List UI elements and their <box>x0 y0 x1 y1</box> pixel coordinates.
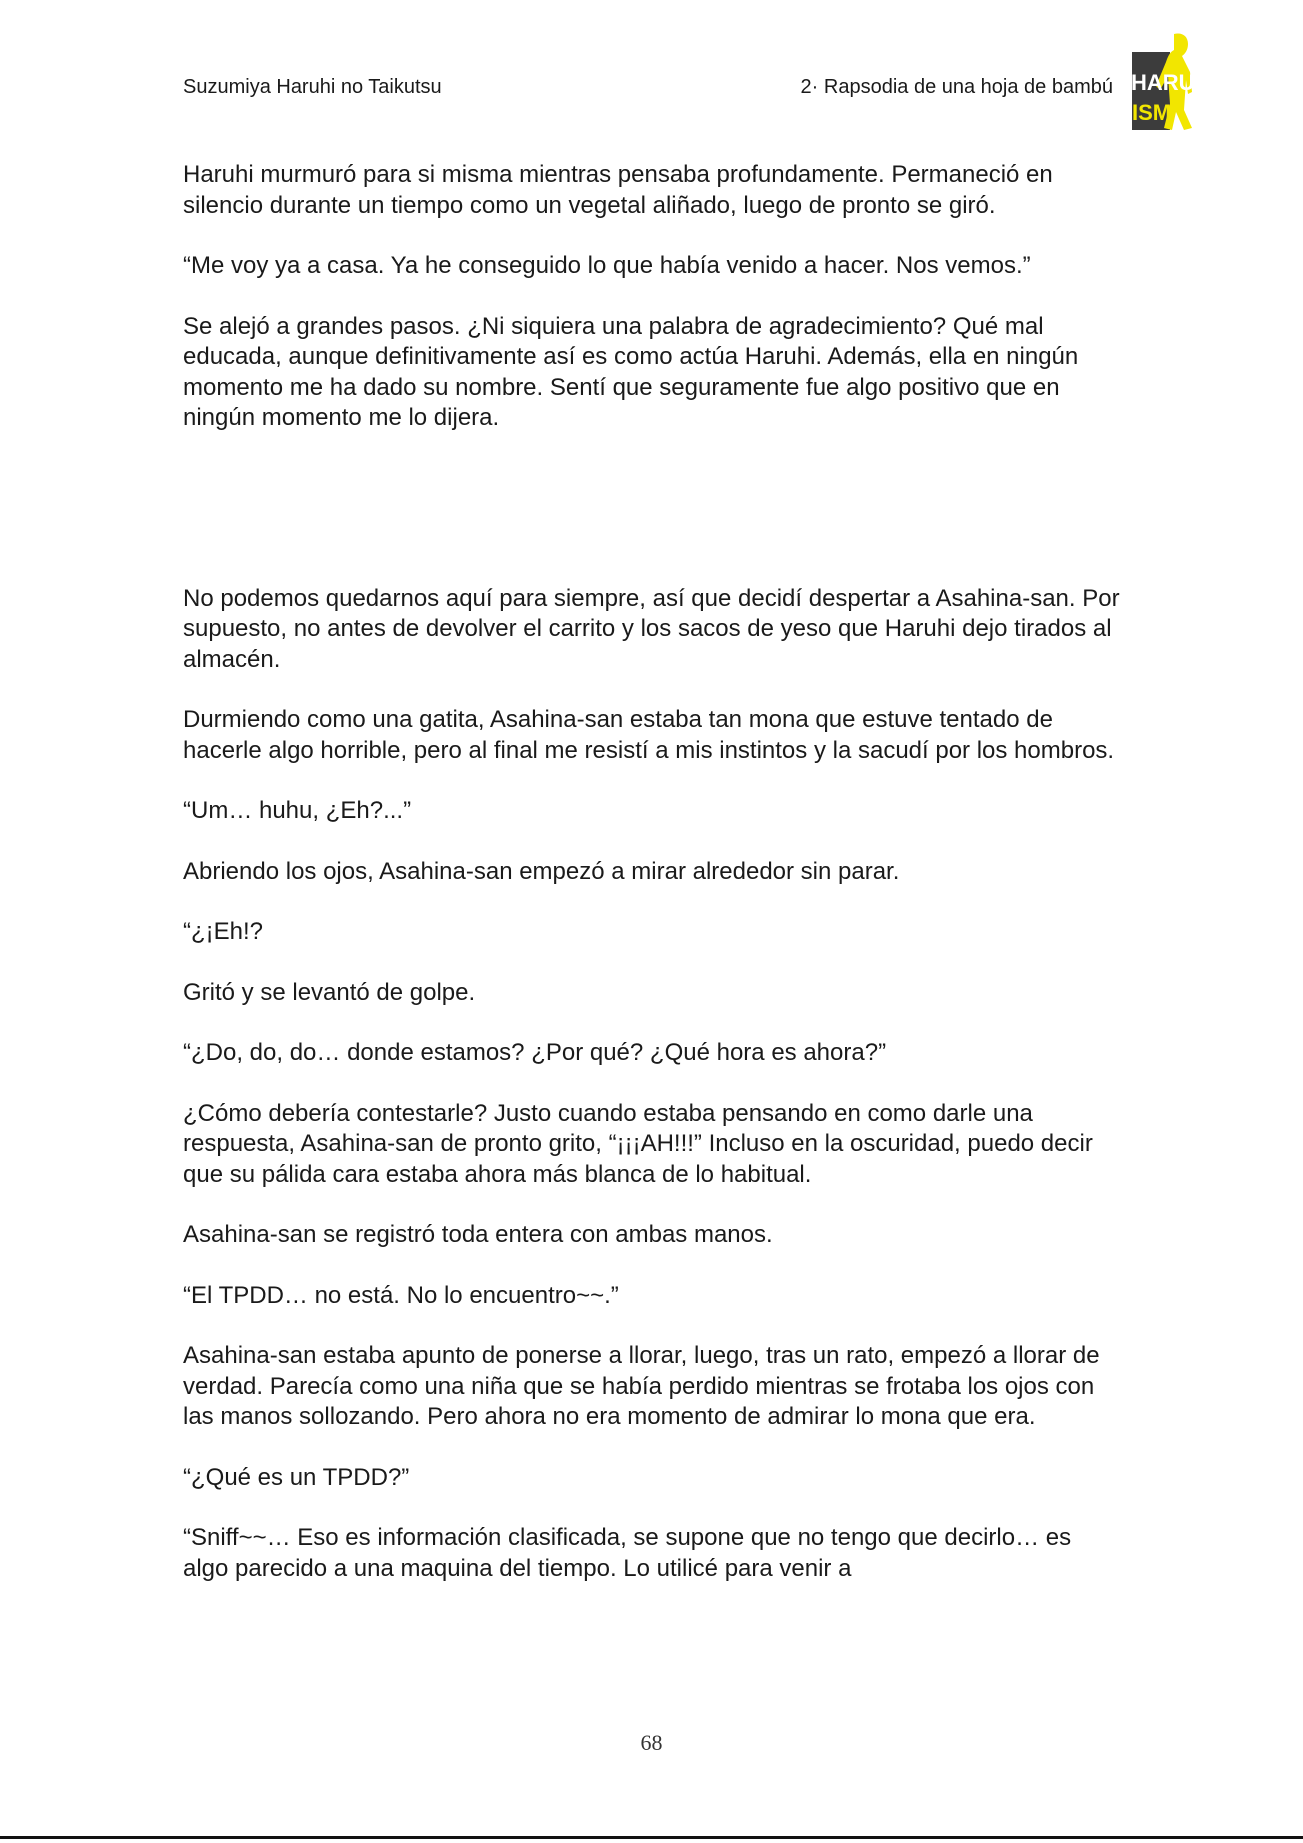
paragraph: “El TPDD… no está. No lo encuentro~~.” <box>183 1281 619 1309</box>
logo-text-ism: ISM <box>1132 100 1172 125</box>
bottom-divider <box>0 1836 1303 1839</box>
paragraph: “Um… huhu, ¿Eh?...” <box>183 797 412 824</box>
book-title: Suzumiya Haruhi no Taikutsu <box>183 76 442 98</box>
paragraph: ¿Cómo debería contestarle? Justo cuando estaba pensando en como darle una respuesta, Asahina-san de pronto grito, “¡¡¡AH!!!” Incluso en la oscuridad, puedo decir que su pálida cara estaba ahora más blanca de lo habitual. <box>183 1099 1093 1188</box>
paragraph: Se alejó a grandes pasos. ¿Ni siquiera una palabra de agradecimiento? Qué mal educada, aunque definitivamente así es como actúa Haruhi. Además, ella en ningún momento me ha dado su nombre. Sentí que seguramente fue algo positivo que en ningún momento me lo dijera. <box>183 312 1079 431</box>
paragraph: Haruhi murmuró para si misma mientras pensaba profundamente. Permaneció en silencio durante un tiempo como un vegetal aliñado, luego de pronto se giró. <box>183 161 1053 219</box>
page-number: 68 <box>640 1730 663 1755</box>
paragraph: “¿¡Eh!? <box>183 918 264 945</box>
haruhi-ism-logo <box>1130 32 1217 130</box>
paragraph: Gritó y se levantó de golpe. <box>183 978 476 1006</box>
paragraph: Asahina-san se registró toda entera con ambas manos. <box>183 1221 773 1248</box>
paragraph: “Sniff~~… Eso es información clasificada, se supone que no tengo que decirlo… es algo parecido a una maquina del tiempo. Lo utilicé para venir a <box>183 1524 1072 1582</box>
paragraph: Asahina-san estaba apunto de ponerse a llorar, luego, tras un rato, empezó a llorar de verdad. Parecía como una niña que se había perdido mientras se frotaba los ojos con las manos sollozando. Pero ahora no era momento de admirar lo mona que era. <box>183 1342 1100 1430</box>
page-body <box>183 160 1123 1614</box>
paragraph: Durmiendo como una gatita, Asahina-san estaba tan mona que estuve tentado de hacerle algo horrible, pero al final me resistí a mis instintos y la sacudí por los hombros. <box>183 706 1115 764</box>
paragraph: Abriendo los ojos, Asahina-san empezó a mirar alrededor sin parar. <box>183 857 900 885</box>
paragraph: “¿Do, do, do… donde estamos? ¿Por qué? ¿Qué hora es ahora?” <box>183 1039 887 1066</box>
chapter-title: 2· Rapsodia de una hoja de bambú <box>800 76 1113 98</box>
paragraph: “¿Qué es un TPDD?” <box>183 1463 410 1491</box>
page-header <box>183 72 1113 102</box>
paragraph: “Me voy ya a casa. Ya he conseguido lo que había venido a hacer. Nos vemos.” <box>183 252 1031 279</box>
logo-text-haruhi: HARUHI <box>1131 70 1217 95</box>
paragraph: No podemos quedarnos aquí para siempre, así que decidí despertar a Asahina-san. Por supuesto, no antes de devolver el carrito y los sacos de yeso que Haruhi dejo tirados al almacén. <box>183 584 1120 673</box>
